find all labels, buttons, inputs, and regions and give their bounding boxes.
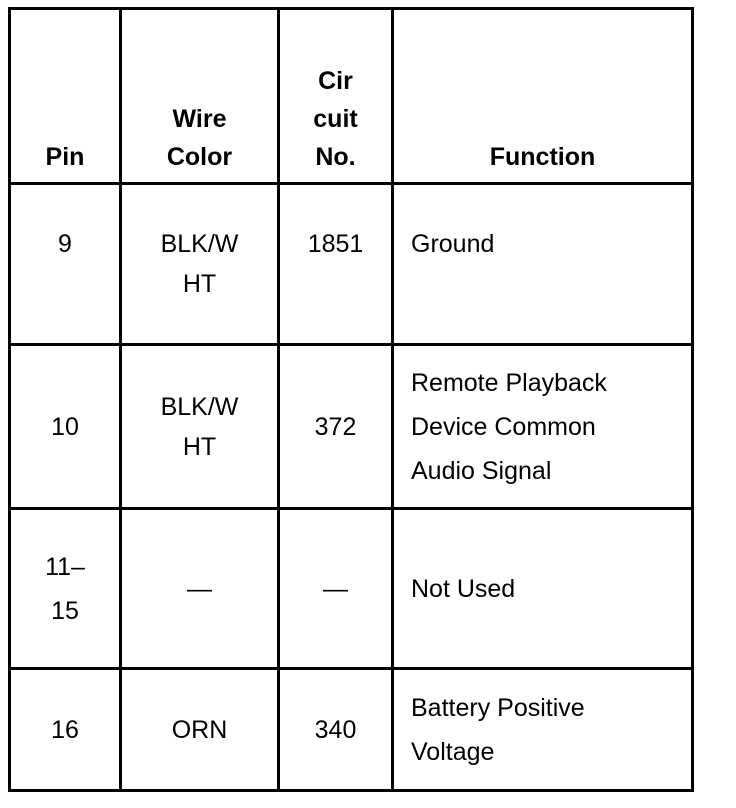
- table-row-pin: [11, 670, 119, 789]
- table-row-pin: [11, 185, 119, 343]
- function-value: Ground: [411, 230, 495, 258]
- pin-value: 10: [51, 412, 79, 441]
- table-row-circuit-no: [280, 670, 391, 789]
- function-value: Audio Signal: [411, 456, 552, 485]
- table-row-wire-color: [122, 670, 277, 789]
- header-function: [394, 10, 691, 182]
- wire-color-value: HT: [182, 270, 217, 298]
- wire-color-value: BLK/W: [160, 392, 239, 421]
- wire-color-value: —: [187, 574, 212, 603]
- pin-value: 15: [51, 596, 79, 625]
- pin-value: 16: [51, 715, 79, 744]
- header-circuit-no: [280, 10, 391, 182]
- circuit-no-value: 1851: [307, 230, 364, 258]
- circuit-no-value: 340: [314, 715, 357, 744]
- table-row-function: [394, 185, 691, 343]
- table-row-pin: [11, 510, 119, 667]
- table-border-bottom: [8, 789, 694, 792]
- wire-color-value: ORN: [171, 715, 228, 744]
- header-circuit-no-line: cuit: [313, 105, 358, 133]
- table-row-function: [394, 670, 691, 789]
- table-border-right: [691, 8, 694, 792]
- header-pin-text: Pin: [45, 143, 85, 171]
- table-row-function: [394, 510, 691, 667]
- pin-value: 9: [58, 230, 72, 258]
- wire-color-value: HT: [182, 432, 217, 461]
- table-row-pin: [11, 346, 119, 507]
- table-row-circuit-no: [280, 346, 391, 507]
- table-row-circuit-no: [280, 185, 391, 343]
- table-row-wire-color: [122, 346, 277, 507]
- wire-color-value: BLK/W: [160, 230, 239, 258]
- header-wire-color: [122, 10, 277, 182]
- header-wire-color-line: Color: [166, 143, 233, 171]
- table-row-wire-color: [122, 510, 277, 667]
- function-value: Remote Playback: [411, 368, 607, 397]
- table-row-circuit-no: [280, 510, 391, 667]
- table-row-wire-color: [122, 185, 277, 343]
- pin-value: 11–: [45, 552, 85, 581]
- header-pin: [11, 10, 119, 182]
- header-function-text: Function: [489, 143, 596, 171]
- header-circuit-no-line: No.: [315, 143, 356, 171]
- function-value: Not Used: [411, 574, 516, 603]
- function-value: Voltage: [411, 737, 495, 766]
- function-value: Battery Positive: [411, 693, 585, 722]
- circuit-no-value: 372: [314, 412, 357, 441]
- table-row-function: [394, 346, 691, 507]
- circuit-no-value: —: [323, 574, 348, 603]
- header-circuit-no-line: Cir: [318, 67, 353, 95]
- header-wire-color-line: Wire: [172, 105, 227, 133]
- function-value: Device Common: [411, 412, 596, 441]
